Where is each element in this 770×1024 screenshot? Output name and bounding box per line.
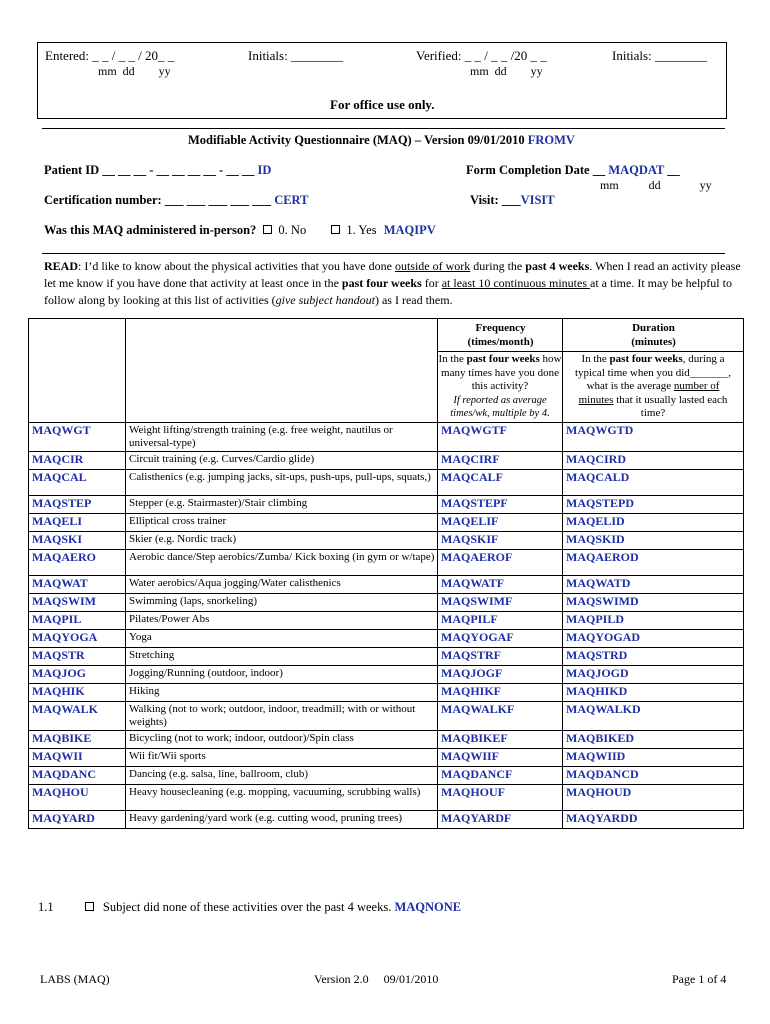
activity-description: Yoga — [126, 629, 438, 647]
activity-code: MAQWII — [29, 748, 126, 766]
activity-code: MAQJOG — [29, 665, 126, 683]
duration-cell[interactable]: MAQAEROD — [563, 549, 744, 575]
table-row — [29, 513, 744, 531]
visit-field[interactable] — [470, 193, 555, 208]
table-row — [29, 784, 744, 810]
table-header-row — [29, 319, 744, 423]
none-row — [38, 900, 461, 915]
read-text-11: ) as I read them. — [374, 293, 453, 307]
initials-2-value[interactable]: ________ — [654, 48, 707, 63]
activity-description: Heavy housecleaning (e.g. mopping, vacuuming, scrubbing walls) — [126, 784, 438, 810]
cert-code: CERT — [274, 193, 309, 207]
read-label: READ — [44, 259, 79, 273]
activity-code: MAQWALK — [29, 701, 126, 730]
freq-d4: If reported as average times/wk, multiple by 4. — [450, 394, 550, 419]
frequency-cell[interactable]: MAQWATF — [438, 575, 563, 593]
form-date-field[interactable] — [466, 163, 680, 178]
duration-cell[interactable]: MAQSKID — [563, 531, 744, 549]
form-date-code: MAQDAT — [608, 163, 665, 177]
activity-code: MAQYOGA — [29, 629, 126, 647]
activity-code: MAQHOU — [29, 784, 126, 810]
activity-description: Dancing (e.g. salsa, line, ballroom, club) — [126, 766, 438, 784]
visit-label: Visit: ___ — [470, 193, 521, 207]
frequency-cell[interactable]: MAQWALKF — [438, 701, 563, 730]
frequency-cell[interactable]: MAQJOGF — [438, 665, 563, 683]
dur-d5: that it usually lasted each time? — [613, 393, 728, 419]
duration-cell[interactable]: MAQCALD — [563, 469, 744, 495]
read-text-10: give subject handout — [275, 293, 375, 307]
activity-code: MAQCIR — [29, 451, 126, 469]
activity-description: Pilates/Power Abs — [126, 611, 438, 629]
activity-description: Stretching — [126, 647, 438, 665]
activity-description: Heavy gardening/yard work (e.g. cutting wood, pruning trees) — [126, 810, 438, 828]
duration-cell[interactable]: MAQELID — [563, 513, 744, 531]
table-row — [29, 629, 744, 647]
duration-cell[interactable]: MAQHIKD — [563, 683, 744, 701]
footer-left: LABS (MAQ) — [40, 972, 110, 986]
duration-cell[interactable]: MAQSTEPD — [563, 495, 744, 513]
patient-id-label: Patient ID __ __ __ - __ __ __ __ - __ __ — [44, 163, 255, 177]
header-blank-2 — [126, 319, 438, 423]
inperson-question: Was this MAQ administered in-person? — [44, 223, 257, 237]
table-row — [29, 531, 744, 549]
table-row — [29, 451, 744, 469]
activity-description: Swimming (laps, snorkeling) — [126, 593, 438, 611]
activity-description: Skier (e.g. Nordic track) — [126, 531, 438, 549]
frequency-cell[interactable]: MAQELIF — [438, 513, 563, 531]
divider-mid — [42, 253, 725, 254]
freq-d2: past four weeks — [466, 353, 540, 365]
no-label: 0. No — [278, 223, 307, 237]
frequency-cell[interactable]: MAQDANCF — [438, 766, 563, 784]
frequency-cell[interactable]: MAQSTEPF — [438, 495, 563, 513]
no-checkbox[interactable] — [263, 225, 272, 234]
activity-description: Weight lifting/strength training (e.g. free weight, nautilus or universal-type) — [126, 422, 438, 451]
yes-checkbox[interactable] — [331, 225, 340, 234]
table-row — [29, 683, 744, 701]
duration-cell[interactable]: MAQDANCD — [563, 766, 744, 784]
verified-value[interactable]: _ _ / _ _ /20 _ _ — [464, 48, 547, 63]
frequency-cell[interactable]: MAQCIRF — [438, 451, 563, 469]
activity-code: MAQYARD — [29, 810, 126, 828]
read-text-9: at a time. It may be helpful to follow along by looking at this list of activities ( — [44, 276, 732, 307]
dur-d4: number of minutes — [578, 380, 720, 406]
frequency-cell[interactable]: MAQCALF — [438, 469, 563, 495]
title-text: Modifiable Activity Questionnaire (MAQ) – Version 09/01/2010 — [188, 133, 525, 147]
duration-cell[interactable]: MAQYARDD — [563, 810, 744, 828]
activity-code: MAQWGT — [29, 422, 126, 451]
table-row — [29, 665, 744, 683]
activity-code: MAQAERO — [29, 549, 126, 575]
activity-description: Elliptical cross trainer — [126, 513, 438, 531]
entered-label: Entered: — [45, 48, 90, 63]
activity-description: Walking (not to work; outdoor, indoor, treadmill; with or without weights) — [126, 701, 438, 730]
read-text-4: past 4 weeks — [525, 259, 590, 273]
patient-id-code: ID — [257, 163, 272, 177]
activity-code: MAQWAT — [29, 575, 126, 593]
form-date-tail: __ — [667, 163, 680, 177]
activity-code: MAQHIK — [29, 683, 126, 701]
activity-code: MAQSWIM — [29, 593, 126, 611]
verified-field — [416, 48, 547, 64]
read-text-2: outside of work — [394, 259, 471, 273]
activity-description: Stepper (e.g. Stairmaster)/Stair climbing — [126, 495, 438, 513]
duration-cell[interactable]: MAQJOGD — [563, 665, 744, 683]
frequency-header — [438, 319, 563, 423]
frequency-cell[interactable]: MAQYARDF — [438, 810, 563, 828]
duration-cell[interactable]: MAQWGTD — [563, 422, 744, 451]
duration-cell[interactable]: MAQSWIMD — [563, 593, 744, 611]
inperson-code: MAQIPV — [383, 223, 436, 237]
table-row — [29, 766, 744, 784]
footer-center: Version 2.0 09/01/2010 — [314, 972, 439, 986]
table-row — [29, 730, 744, 748]
frequency-cell[interactable]: MAQHOUF — [438, 784, 563, 810]
duration-cell[interactable]: MAQWALKD — [563, 701, 744, 730]
frequency-cell[interactable]: MAQHIKF — [438, 683, 563, 701]
activity-code: MAQBIKE — [29, 730, 126, 748]
duration-cell[interactable]: MAQCIRD — [563, 451, 744, 469]
frequency-cell[interactable]: MAQBIKEF — [438, 730, 563, 748]
initials-1 — [248, 48, 343, 64]
dur-d1: In the — [581, 353, 610, 365]
activity-description: Wii fit/Wii sports — [126, 748, 438, 766]
cert-field[interactable] — [44, 193, 308, 208]
entered-sub: mm dd yy — [98, 64, 171, 78]
activity-code: MAQDANC — [29, 766, 126, 784]
form-date-label: Form Completion Date __ — [466, 163, 606, 177]
dur-head-2: (minutes) — [631, 335, 676, 348]
verified-sub: mm dd yy — [470, 64, 543, 78]
table-row — [29, 611, 744, 629]
duration-cell[interactable]: MAQBIKED — [563, 730, 744, 748]
initials-2-label: Initials: — [612, 48, 652, 63]
entered-value[interactable]: _ _ / _ _ / 20_ _ — [92, 48, 175, 63]
read-text-6: past four weeks — [341, 276, 422, 290]
activity-description: Hiking — [126, 683, 438, 701]
activity-description: Bicycling (not to work; indoor, outdoor)/Spin class — [126, 730, 438, 748]
freq-head-1: Frequency — [475, 322, 526, 334]
none-number: 1.1 — [38, 900, 54, 914]
none-code: MAQNONE — [394, 900, 462, 914]
activity-description: Water aerobics/Aqua jogging/Water calisthenics — [126, 575, 438, 593]
footer-right: Page 1 of 4 — [672, 972, 727, 986]
table-row — [29, 575, 744, 593]
table-row — [29, 495, 744, 513]
patient-id-field[interactable] — [44, 163, 271, 178]
frequency-cell[interactable]: MAQYOGAF — [438, 629, 563, 647]
duration-cell[interactable]: MAQWIID — [563, 748, 744, 766]
verified-label: Verified: — [416, 48, 462, 63]
read-text-1: : I’d like to know about the physical activities that you have done — [78, 259, 395, 273]
table-row — [29, 647, 744, 665]
activity-description: Circuit training (e.g. Curves/Cardio glide) — [126, 451, 438, 469]
read-text-5: . When I read an activity please let me know if you have done that activity at least once in the — [44, 259, 741, 290]
activity-code: MAQSKI — [29, 531, 126, 549]
duration-cell[interactable]: MAQSTRD — [563, 647, 744, 665]
duration-cell[interactable]: MAQHOUD — [563, 784, 744, 810]
header-blank-1 — [29, 319, 126, 423]
cert-label: Certification number: ___ ___ ___ ___ ___ — [44, 193, 272, 207]
table-row — [29, 748, 744, 766]
dur-d3: , during a typical time when you did_______, what is the average — [574, 353, 732, 392]
read-text-8: at least 10 continuous minutes — [441, 276, 591, 290]
duration-cell[interactable]: MAQWATD — [563, 575, 744, 593]
none-checkbox[interactable] — [85, 902, 94, 911]
yes-label: 1. Yes — [346, 223, 377, 237]
table-row — [29, 422, 744, 451]
freq-head-2: (times/month) — [467, 335, 534, 348]
frequency-cell[interactable]: MAQWGTF — [438, 422, 563, 451]
duration-cell[interactable]: MAQPILD — [563, 611, 744, 629]
read-text-3: during the — [470, 259, 526, 273]
form-date-sub: mm dd yy — [600, 178, 712, 192]
activity-code: MAQCAL — [29, 469, 126, 495]
activity-code: MAQSTEP — [29, 495, 126, 513]
none-text: Subject did none of these activities over the past 4 weeks. — [102, 900, 392, 914]
frequency-cell[interactable]: MAQSTRF — [438, 647, 563, 665]
table-row — [29, 469, 744, 495]
table-row — [29, 549, 744, 575]
inperson-row — [44, 223, 436, 238]
dur-d2: past four weeks — [609, 353, 683, 365]
table-row — [29, 810, 744, 828]
duration-cell[interactable]: MAQYOGAD — [563, 629, 744, 647]
activity-code: MAQPIL — [29, 611, 126, 629]
initials-2 — [612, 48, 707, 64]
frequency-cell[interactable]: MAQWIIF — [438, 748, 563, 766]
form-title — [188, 133, 575, 148]
visit-code: VISIT — [520, 193, 555, 207]
activity-description: Calisthenics (e.g. jumping jacks, sit-ups, push-ups, pull-ups, squats,) — [126, 469, 438, 495]
initials-1-value[interactable]: ________ — [290, 48, 343, 63]
frequency-cell[interactable]: MAQAEROF — [438, 549, 563, 575]
dur-head-1: Duration — [632, 322, 675, 334]
table-row — [29, 701, 744, 730]
read-instructions — [44, 258, 748, 309]
freq-d1: In the — [438, 353, 467, 365]
activity-table — [28, 318, 744, 829]
frequency-cell[interactable]: MAQSKIF — [438, 531, 563, 549]
entered-field — [45, 48, 174, 64]
divider-top — [42, 128, 725, 129]
office-use-note: For office use only. — [330, 97, 435, 112]
read-text-7: for — [421, 276, 442, 290]
title-code: FROMV — [527, 133, 575, 147]
activity-code: MAQELI — [29, 513, 126, 531]
frequency-cell[interactable]: MAQSWIMF — [438, 593, 563, 611]
frequency-cell[interactable]: MAQPILF — [438, 611, 563, 629]
activity-description: Aerobic dance/Step aerobics/Zumba/ Kick boxing (in gym or w/tape) — [126, 549, 438, 575]
duration-header — [563, 319, 744, 423]
initials-1-label: Initials: — [248, 48, 288, 63]
activity-code: MAQSTR — [29, 647, 126, 665]
freq-d3: how many times have you done this activity? — [441, 353, 562, 392]
table-row — [29, 593, 744, 611]
activity-description: Jogging/Running (outdoor, indoor) — [126, 665, 438, 683]
